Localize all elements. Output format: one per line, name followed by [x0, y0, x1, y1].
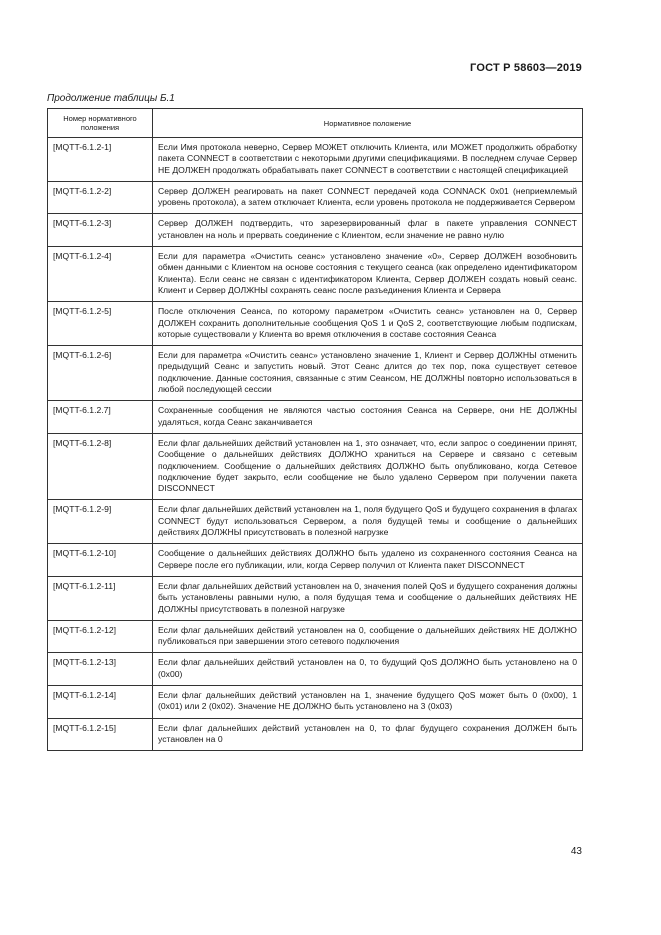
table-caption: Продолжение таблицы Б.1	[47, 93, 175, 104]
requirement-text: Если флаг дальнейших действий установлен на 0, сообщение о дальнейших действиях НЕ ДОЛЖНО публиковаться при завершении этого сетевого подключения	[153, 620, 583, 653]
table-row	[48, 138, 583, 182]
table-row	[48, 500, 583, 544]
requirement-text: Сервер ДОЛЖЕН реагировать на пакет CONNECT передачей кода CONNACK 0x01 (неприемлемый уровень протокола), а затем отключает Клиента, если уровень протокола не поддерживается Сервером	[153, 181, 583, 214]
table-row	[48, 544, 583, 577]
table-row	[48, 401, 583, 434]
requirement-id: [MQTT-6.1.2-13]	[48, 653, 153, 686]
table-row	[48, 214, 583, 247]
table-row	[48, 247, 583, 302]
requirement-text: Если флаг дальнейших действий установлен на 0, то будущий QoS ДОЛЖНО быть установлено на 0 (0x00)	[153, 653, 583, 686]
table-row	[48, 576, 583, 620]
column-header-text: Нормативное положение	[153, 109, 583, 138]
requirement-id: [MQTT-6.1.2-4]	[48, 247, 153, 302]
requirement-text: После отключения Сеанса, по которому параметром «Очистить сеанс» установлен на 0, Сервер ДОЛЖЕН сохранить дополнительные сообщения QoS 1 и QoS 2, соответствующие любым подпискам, которые существовали у Клиента во время отключения в составе состояния Сеанса	[153, 302, 583, 346]
requirement-id: [MQTT-6.1.2-1]	[48, 138, 153, 182]
requirement-id: [MQTT-6.1.2-9]	[48, 500, 153, 544]
table-row	[48, 433, 583, 499]
column-header-id: Номер нормативного положения	[48, 109, 153, 138]
requirement-text: Сохраненные сообщения не являются частью состояния Сеанса на Сервере, они НЕ ДОЛЖНЫ удаляться, когда Сеанс заканчивается	[153, 401, 583, 434]
requirement-id: [MQTT-6.1.2.7]	[48, 401, 153, 434]
table-row	[48, 685, 583, 718]
requirement-text: Если флаг дальнейших действий установлен на 1, это означает, что, если запрос о соединении принят, Сообщение о дальнейших действиях ДОЛЖНО храниться на Сервере и связано с сетевым подключением. Сообщение о дальнейших действиях ДОЛЖНО быть опубликовано, когда Сетевое подключение будет закрыто, если сообщение не было удалено Сервером при получении пакета DISCONNECT	[153, 433, 583, 499]
requirement-id: [MQTT-6.1.2-6]	[48, 346, 153, 401]
requirement-text: Если для параметра «Очистить сеанс» установлено значение «0», Сервер ДОЛЖЕН возобновить обмен данными с Клиентом на основе состояния с текущего сеанса (как определено идентификатором Клиента). Если сеанс не связан с идентификатором Клиента, Сервер ДОЛЖЕН создать новый сеанс. Клиент и Сервер ДОЛЖНЫ сохранять сеанс после разъединения Клиента и Сервера	[153, 247, 583, 302]
requirements-table	[47, 108, 583, 751]
requirement-id: [MQTT-6.1.2-10]	[48, 544, 153, 577]
requirement-id: [MQTT-6.1.2-11]	[48, 576, 153, 620]
standard-code: ГОСТ Р 58603—2019	[470, 62, 582, 74]
requirement-text: Сервер ДОЛЖЕН подтвердить, что зарезервированный флаг в пакете управления CONNECT установлен на ноль и прервать соединение с Клиентом, если значение не равно нулю	[153, 214, 583, 247]
requirement-id: [MQTT-6.1.2-2]	[48, 181, 153, 214]
requirement-id: [MQTT-6.1.2-3]	[48, 214, 153, 247]
table-row	[48, 718, 583, 751]
requirement-id: [MQTT-6.1.2-8]	[48, 433, 153, 499]
table-row	[48, 620, 583, 653]
requirement-text: Если для параметра «Очистить сеанс» установлено значение 1, Клиент и Сервер ДОЛЖНЫ отменить предыдущий Сеанс и запустить новый. Этот Сеанс длится до тех пор, пока существует сетевое подключение. Данные состояния, связанные с этим Сеансом, НЕ ДОЛЖНЫ повторно использоваться в любой последующей сессии	[153, 346, 583, 401]
requirement-text: Сообщение о дальнейших действиях ДОЛЖНО быть удалено из сохраненного состояния Сеанса на Сервере после его публикации, или, когда Сервер получил от Клиента пакет DISCONNECT	[153, 544, 583, 577]
table-header-row	[48, 109, 583, 138]
requirement-text: Если флаг дальнейших действий установлен на 0, значения полей QoS и будущего сохранения должны быть установлены равными нулю, а поля будущая тема и сообщение о дальнейших действиях НЕ ДОЛЖНЫ присутствовать в полезной нагрузке	[153, 576, 583, 620]
requirement-text: Если флаг дальнейших действий установлен на 1, значение будущего QoS может быть 0 (0x00), 1 (0x01) или 2 (0x02). Значение НЕ ДОЛЖНО быть установлено на 3 (0x03)	[153, 685, 583, 718]
table-row	[48, 653, 583, 686]
requirement-text: Если Имя протокола неверно, Сервер МОЖЕТ отключить Клиента, или МОЖЕТ продолжить обработку пакета CONNECT в соответствии с некоторыми другими спецификациями. В последнем случае Сервер НЕ ДОЛЖЕН продолжать обрабатывать пакет CONNECT в соответствии с настоящей спецификацией	[153, 138, 583, 182]
table-row	[48, 302, 583, 346]
requirement-id: [MQTT-6.1.2-5]	[48, 302, 153, 346]
table-row	[48, 346, 583, 401]
page-number: 43	[570, 846, 582, 857]
requirement-text: Если флаг дальнейших действий установлен на 1, поля будущего QoS и будущего сохранения в флагах CONNECT будут использоваться Сервером, а поля будущей темы и сообщение о дальнейших действиях ДОЛЖНЫ присутствовать в полезной нагрузке	[153, 500, 583, 544]
requirement-id: [MQTT-6.1.2-15]	[48, 718, 153, 751]
requirement-text: Если флаг дальнейших действий установлен на 0, то флаг будущего сохранения ДОЛЖЕН быть установлен на 0	[153, 718, 583, 751]
table-row	[48, 181, 583, 214]
requirement-id: [MQTT-6.1.2-12]	[48, 620, 153, 653]
requirement-id: [MQTT-6.1.2-14]	[48, 685, 153, 718]
